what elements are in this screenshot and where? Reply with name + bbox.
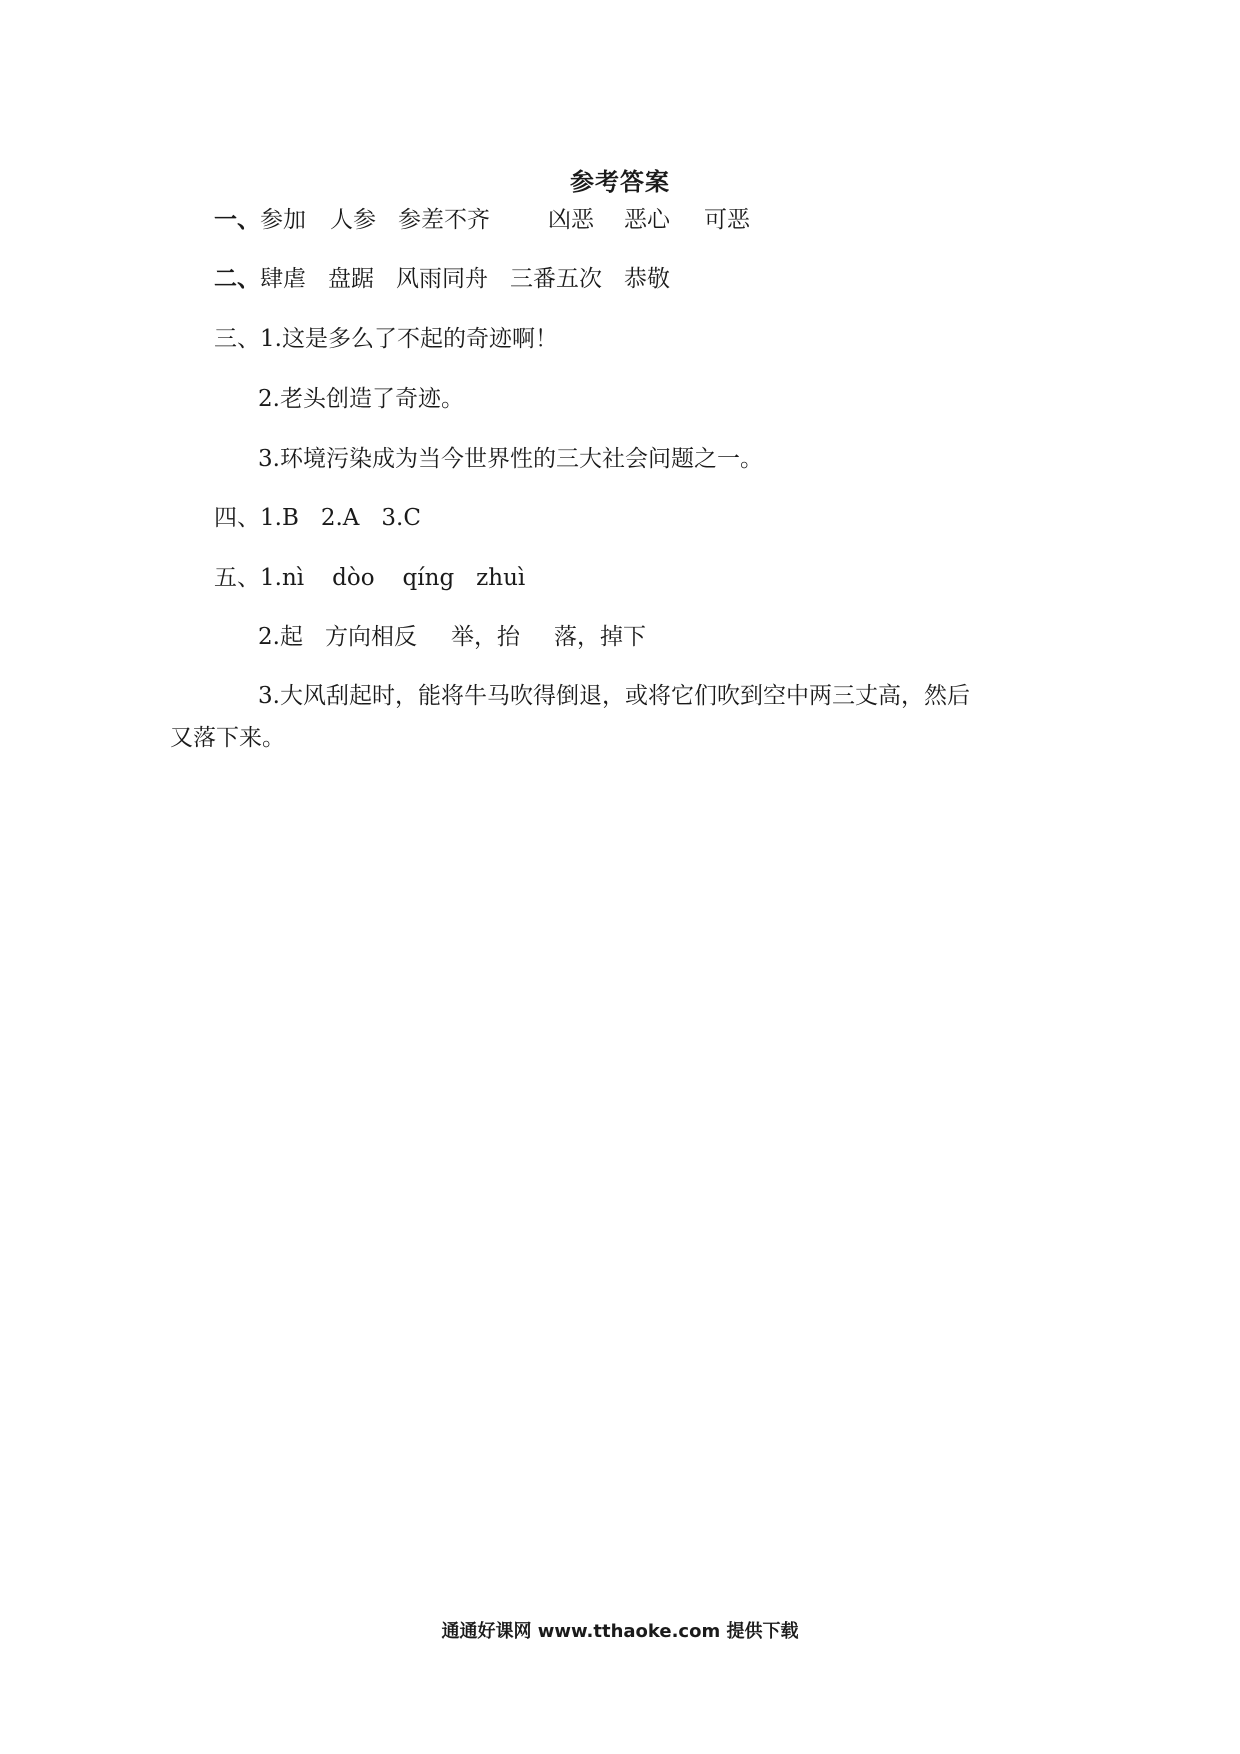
section-5-answer-2-prefix: 2. — [258, 624, 280, 650]
section-5-answer-3-line-2: 又落下来。 — [170, 725, 285, 751]
section-4 — [214, 503, 421, 533]
section-3-answer-1: 1.这是多么了不起的奇迹啊！ — [260, 326, 558, 352]
section-3 — [214, 324, 558, 354]
section-4-item: 3.C — [381, 505, 421, 531]
page-title: 参考答案 — [570, 168, 670, 196]
section-5-answer-2-item: 举，抬 — [450, 624, 520, 650]
pinyin-item: dòo — [332, 565, 375, 591]
section-3-line-3 — [258, 444, 763, 474]
section-5-answer-2-item: 起 — [279, 624, 303, 650]
section-3-label: 三、 — [214, 326, 260, 352]
section-5-line-2 — [258, 622, 646, 652]
section-4-label: 四、 — [214, 505, 260, 531]
section-5-answer-1-prefix: 1. — [260, 565, 282, 591]
section-1-label: 一、 — [214, 207, 260, 233]
footer-download-note: 通通好课网 www.tthaoke.com 提供下载 — [441, 1621, 799, 1642]
section-1 — [214, 205, 750, 235]
section-2-item: 盘踞 — [328, 266, 374, 292]
section-2-item: 肆虐 — [260, 266, 306, 292]
section-5-line-3 — [258, 681, 970, 711]
section-5 — [214, 563, 525, 593]
section-2 — [214, 264, 670, 294]
section-1-item: 参差不齐 — [398, 207, 490, 233]
section-1-item: 参加 — [260, 207, 306, 233]
pinyin-item: nì — [281, 565, 305, 591]
section-4-item: 1.B — [260, 505, 299, 531]
section-3-answer-3: 3.环境污染成为当今世界性的三大社会问题之一。 — [258, 446, 763, 472]
section-2-label: 二、 — [214, 266, 260, 292]
pinyin-item: qíng — [402, 565, 455, 591]
section-5-answer-2-item: 落，掉下 — [553, 624, 646, 650]
section-3-line-2 — [258, 384, 464, 414]
section-1-item: 凶恶 — [548, 207, 594, 233]
section-5-answer-3-line-1: 3.大风刮起时，能将牛马吹得倒退，或将它们吹到空中两三丈高，然后 — [258, 683, 970, 709]
section-1-item: 恶心 — [624, 207, 670, 233]
section-1-item: 人参 — [330, 207, 376, 233]
section-1-item: 可恶 — [704, 207, 750, 233]
section-4-item: 2.A — [320, 505, 360, 531]
pinyin-item: zhuì — [476, 565, 526, 591]
section-2-item: 风雨同舟 — [396, 266, 488, 292]
section-2-item: 三番五次 — [510, 266, 602, 292]
section-5-answer-2-item: 方向相反 — [324, 624, 417, 650]
section-2-item: 恭敬 — [624, 266, 670, 292]
section-3-answer-2: 2.老头创造了奇迹。 — [258, 386, 464, 412]
section-5-line-4 — [170, 723, 285, 753]
section-5-label: 五、 — [214, 565, 260, 591]
